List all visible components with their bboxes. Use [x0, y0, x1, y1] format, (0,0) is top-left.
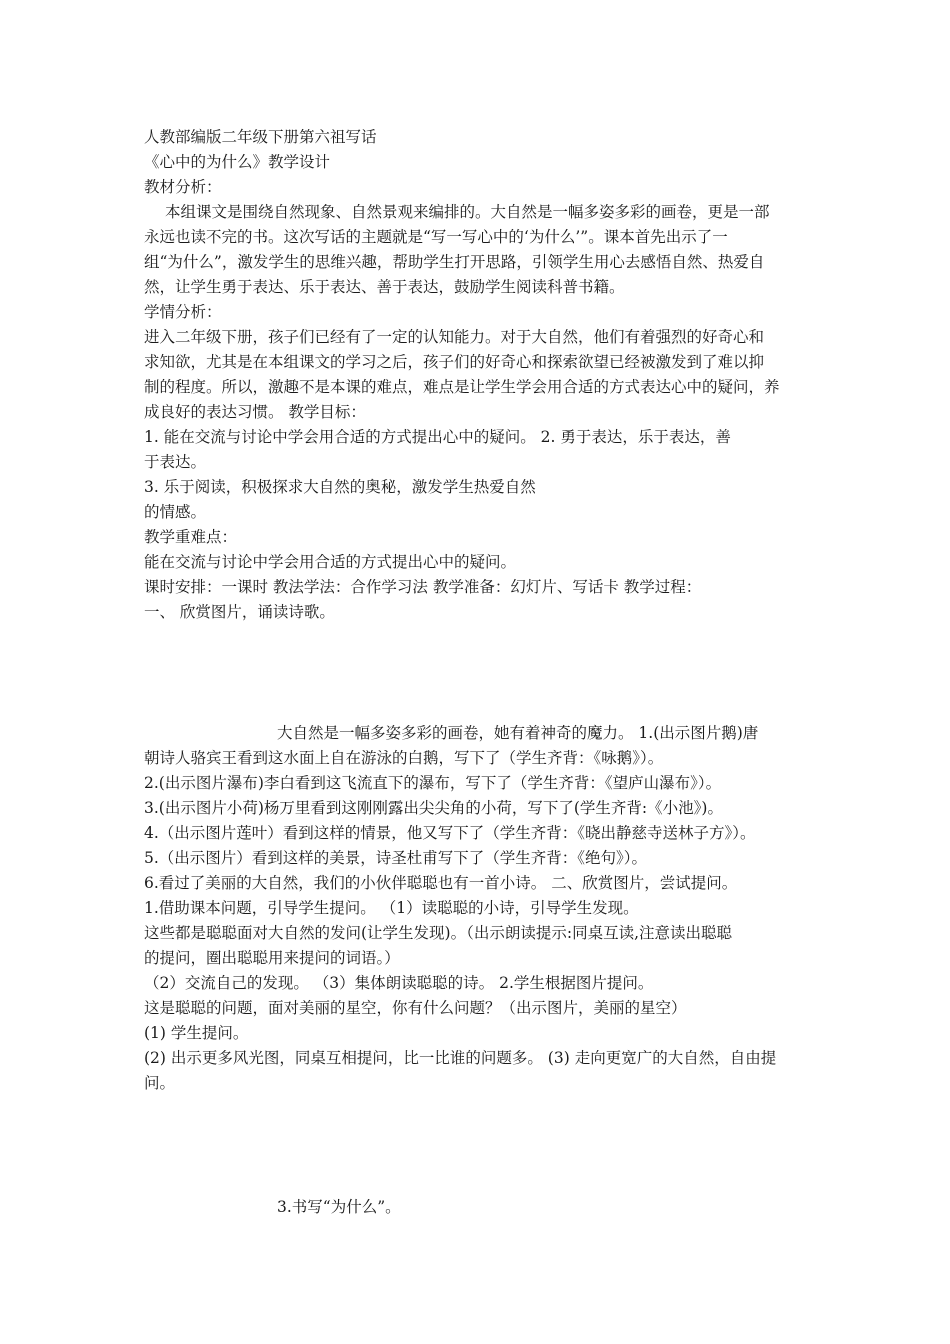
material-paragraph-line-1: 本组课文是围绕自然现象、自然景观来编排的。大自然是一幅多姿多彩的画卷，更是一部	[165, 203, 770, 221]
difficulty-heading: 教学重难点：	[144, 528, 238, 546]
nature-line-4: 3.(出示图片小荷)杨万里看到这刚刚露出尖尖角的小荷，写下了(学生齐背:《小池》)。	[144, 799, 723, 817]
ask-line-6: (1) 学生提问。	[144, 1024, 249, 1042]
nature-line-3: 2.(出示图片瀑布)李白看到这飞流直下的瀑布，写下了（学生齐背：《望庐山瀑布》）。	[144, 774, 722, 792]
ask-line-2: 这些都是聪聪面对大自然的发问(让学生发现)。（出示朗读提示:同桌互读,注意读出聪聪	[144, 924, 732, 942]
student-heading: 学情分析：	[144, 303, 222, 321]
nature-line-7: 6.看过了美丽的大自然，我们的小伙伴聪聪也有一首小诗。 二、欣赏图片，尝试提问。	[144, 874, 738, 892]
step-1-heading: 一、 欣赏图片，诵读诗歌。	[144, 603, 335, 621]
material-heading: 教材分析：	[144, 178, 222, 196]
goal-1-line: 1. 能在交流与讨论中学会用合适的方式提出心中的疑问。 2. 勇于表达，乐于表达，善	[144, 428, 731, 446]
ask-line-1: 1.借助课本问题，引导学生提问。 （1）读聪聪的小诗，引导学生发现。	[144, 899, 639, 917]
ask-line-4: （2）交流自己的发现。 （3）集体朗读聪聪的诗。 2.学生根据图片提问。	[144, 974, 654, 992]
material-paragraph-line-2: 永远也读不完的书。这次写话的主题就是“写一写心中的‘为什么’”。课本首先出示了一	[144, 228, 728, 246]
ask-line-3: 的提问，圈出聪聪用来提问的词语。）	[144, 949, 400, 967]
material-paragraph-line-4: 然，让学生勇于表达、乐于表达、善于表达，鼓励学生阅读科普书籍。	[144, 278, 625, 296]
write-step-heading: 3.书写“为什么”。	[277, 1198, 401, 1216]
goal-3-continuation: 的情感。	[144, 503, 207, 521]
student-paragraph-line-1: 进入二年级下册，孩子们已经有了一定的认知能力。对于大自然，他们有着强烈的好奇心和	[144, 328, 765, 346]
nature-line-5: 4.（出示图片莲叶）看到这样的情景，他又写下了（学生齐背：《晓出静慈寺送林子方》）。	[144, 824, 756, 842]
nature-line-2: 朝诗人骆宾王看到这水面上自在游泳的白鹅，写下了（学生齐背：《咏鹅》）。	[144, 749, 664, 767]
goal-1-continuation: 于表达。	[144, 453, 207, 471]
title-line-1: 人教部编版二年级下册第六祖写话	[144, 128, 377, 146]
student-paragraph-line-2: 求知欲，尤其是在本组课文的学习之后，孩子们的好奇心和探索欲望已经被激发到了难以抑	[144, 353, 765, 371]
material-paragraph-line-3: 组“为什么”，激发学生的思维兴趣，帮助学生打开思路，引领学生用心去感悟自然、热爱自	[144, 253, 765, 271]
ask-line-5: 这是聪聪的问题，面对美丽的星空，你有什么问题？（出示图片，美丽的星空）	[144, 999, 687, 1017]
student-paragraph-line-4: 成良好的表达习惯。 教学目标：	[144, 403, 366, 421]
schedule-line: 课时安排：一课时 教法学法：合作学习法 教学准备：幻灯片、写话卡 教学过程：	[144, 578, 702, 596]
title-line-2: 《心中的为什么》教学设计	[144, 153, 331, 171]
goal-3-line: 3. 乐于阅读，积极探求大自然的奥秘，激发学生热爱自然	[144, 478, 536, 496]
difficulty-text: 能在交流与讨论中学会用合适的方式提出心中的疑问。	[144, 553, 517, 571]
ask-line-7: (2) 出示更多风光图，同桌互相提问，比一比谁的问题多。 (3) 走向更宽广的大自然，自由提	[144, 1049, 777, 1067]
student-paragraph-line-3: 制的程度。所以，激趣不是本课的难点，难点是让学生学会用合适的方式表达心中的疑问，养	[144, 378, 780, 396]
ask-line-8: 问。	[144, 1074, 176, 1092]
nature-line-1: 大自然是一幅多姿多彩的画卷，她有着神奇的魔力。 1.(出示图片鹅)唐	[277, 724, 759, 742]
nature-line-6: 5.（出示图片）看到这样的美景，诗圣杜甫写下了（学生齐背：《绝句》）。	[144, 849, 648, 867]
